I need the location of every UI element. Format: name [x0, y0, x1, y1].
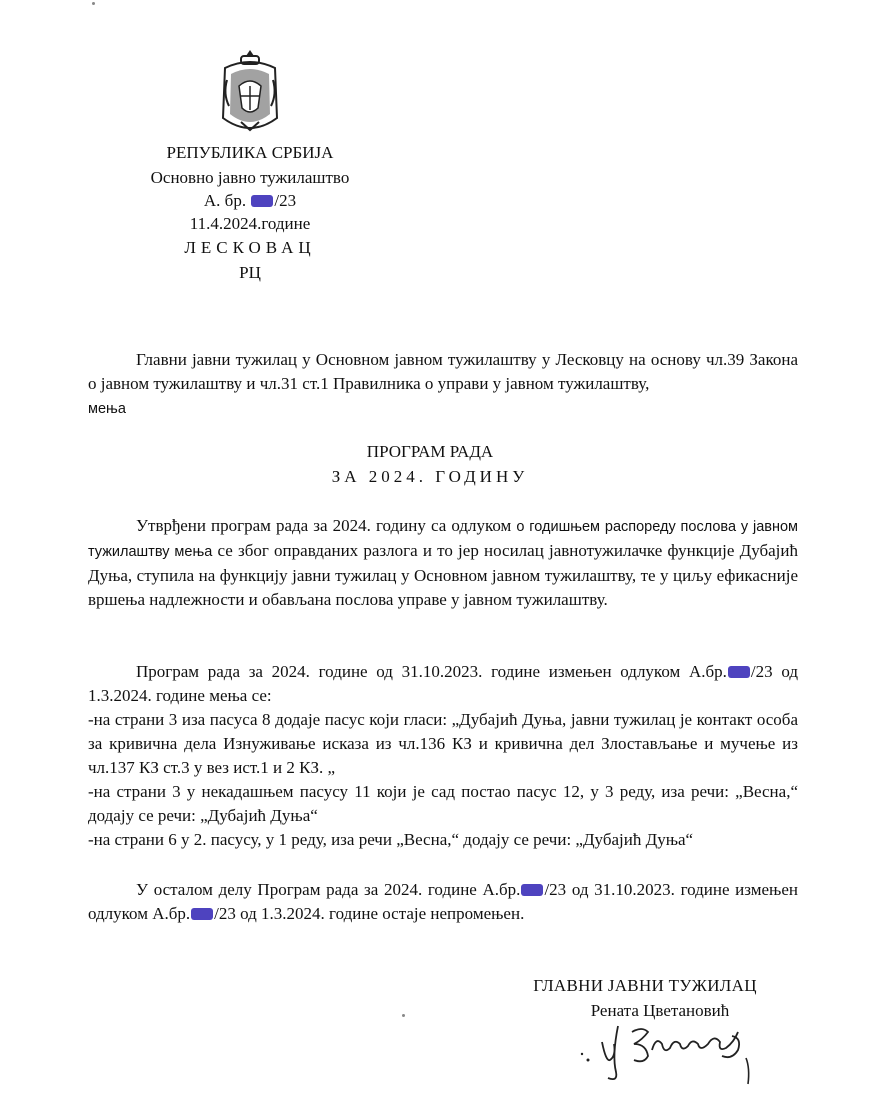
- paragraph-3-part-b: /23 од 31.10.2023. године измењен одлуком А.бр.: [88, 880, 798, 923]
- scan-speck: [92, 2, 95, 5]
- header-reference: [130, 190, 370, 212]
- amendment-item-3: -на страни 6 у 2. пасусу, у 1 реду, иза речи „Весна,“ додају се речи: „Дубајић Дуња“: [88, 830, 694, 849]
- paragraph-1-part-1: Утврђени програм рада за 2024. годину са одлуком: [136, 516, 512, 535]
- redaction-mark: [728, 666, 750, 678]
- handwritten-signature-icon: [560, 1012, 780, 1092]
- paragraph-3-part-a: У осталом делу Програм рада за 2024. године А.бр.: [136, 880, 521, 899]
- header-office: Основно јавно тужилаштво: [150, 168, 350, 187]
- reference-suffix: /23: [274, 191, 297, 210]
- signatory-role: ГЛАВНИ ЈАВНИ ТУЖИЛАЦ: [533, 976, 757, 995]
- preamble-paragraph: [88, 348, 798, 421]
- paragraph-3-part-c: /23 од 1.3.2024. године остаје непромењен.: [214, 904, 525, 923]
- document-subtitle: ЗА 2024. ГОДИНУ: [331, 467, 529, 486]
- paragraph-2-intro-a: Програм рада за 2024. године од 31.10.2023. године измењен одлуком А.бр.: [136, 662, 727, 681]
- header-code: РЦ: [239, 263, 261, 282]
- document-title: ПРОГРАМ РАДА: [366, 442, 494, 461]
- preamble-verb: мења: [88, 401, 126, 417]
- paragraph-3: [88, 878, 798, 926]
- paragraph-2: [88, 660, 798, 852]
- paragraph-2-intro: [88, 660, 798, 708]
- redaction-mark: [521, 884, 543, 896]
- amendment-item-2: -на страни 3 у некадашњем пасусу 11 који је сад постао пасус 12, у 3 реду, иза речи: „Весна,“ додају се речи: „Дубајић Дуња“: [88, 782, 798, 825]
- paragraph-2-intro-b: /23 од 1.3.2024. године мења се:: [88, 662, 798, 705]
- paragraph-1: [88, 514, 798, 612]
- amendment-item-1: -на страни 3 иза пасуса 8 додаје пасус који гласи: „Дубајић Дуња, јавни тужилац је контакт особа за кривична дела Изнуживање исказа из чл.136 КЗ и кривична дел Злостављање и мучење из чл.137 КЗ ст.3 у вез ист.1 и 2 КЗ. „: [88, 710, 798, 777]
- paragraph-1-part-2: о годишњем распореду послова у јавном тужилаштву мења: [88, 519, 798, 560]
- redaction-mark: [251, 195, 273, 207]
- redaction-mark: [191, 908, 213, 920]
- header-date: 11.4.2024.године: [189, 214, 311, 233]
- reference-prefix: А. бр.: [203, 191, 251, 210]
- coat-of-arms-icon: [219, 46, 281, 138]
- header-city: ЛЕСКОВАЦ: [184, 238, 316, 257]
- preamble-text: Главни јавни тужилац у Основном јавном тужилаштву у Лесковцу на основу чл.39 Закона о јавном тужилаштву и чл.31 ст.1 Правилника о управи у јавном тужилаштву,: [88, 350, 798, 393]
- header-republic: РЕПУБЛИКА СРБИЈА: [166, 143, 334, 162]
- scan-speck: [402, 1014, 405, 1017]
- paragraph-1-part-3: се због оправданих разлога и то јер носилац јавнотужилачке функције Дубајић Дуња, ступила на функцију јавни тужилац у Основном јавном тужилаштву, те у циљу ефикасније вршења надлежности и обављана послова управе у јавном тужилаштву.: [88, 541, 798, 609]
- signatory-name: Рената Цветановић: [590, 1001, 730, 1020]
